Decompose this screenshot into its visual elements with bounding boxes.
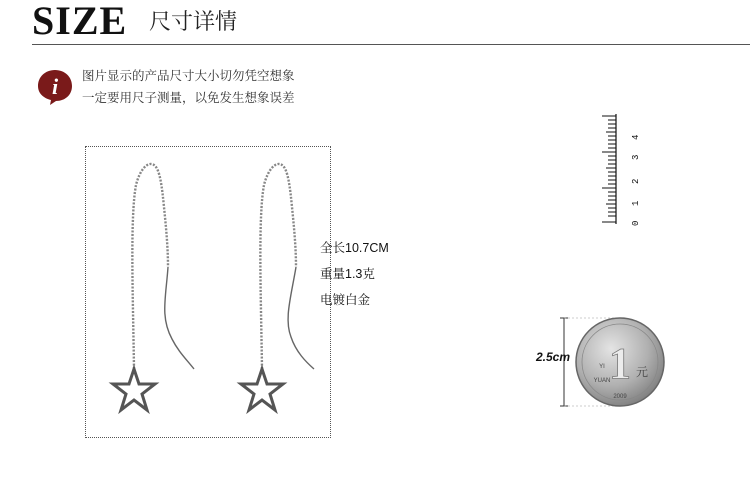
ruler-label-4: 4 xyxy=(631,134,641,140)
coin-diameter-label: 2.5cm xyxy=(536,350,571,364)
notice-line-1: 图片显示的产品尺寸大小切勿凭空想象 xyxy=(82,69,295,83)
header-title: SIZE xyxy=(32,0,128,43)
product-image-frame xyxy=(85,146,331,438)
left-earring xyxy=(113,164,194,410)
info-speech-bubble-icon xyxy=(36,68,74,106)
svg-text:i: i xyxy=(51,74,59,99)
coin-roman-yuan: YUAN xyxy=(593,378,611,384)
ruler-label-1: 1 xyxy=(631,200,641,206)
coin-year: 2009 xyxy=(613,394,627,400)
header-subtitle: 尺寸详情 xyxy=(149,9,238,34)
spec-plating: 电镀白金 xyxy=(320,293,371,307)
right-earring xyxy=(241,164,314,410)
spec-weight: 重量1.3克 xyxy=(320,267,375,281)
coin-roman-yi: YI xyxy=(599,364,605,370)
spec-length: 全长10.7CM xyxy=(320,241,389,255)
ruler-label-2: 2 xyxy=(631,178,641,184)
earring-pair-image xyxy=(86,147,330,437)
coin-unit: 元 xyxy=(635,365,649,379)
ruler-label-0: 0 xyxy=(631,220,641,226)
header-divider xyxy=(32,44,750,45)
ruler-scale xyxy=(596,112,646,232)
notice-line-2: 一定要用尺子测量，以免发生想象误差 xyxy=(82,91,295,105)
coin-denomination: 1 xyxy=(609,339,631,388)
ruler-label-3: 3 xyxy=(631,154,641,160)
